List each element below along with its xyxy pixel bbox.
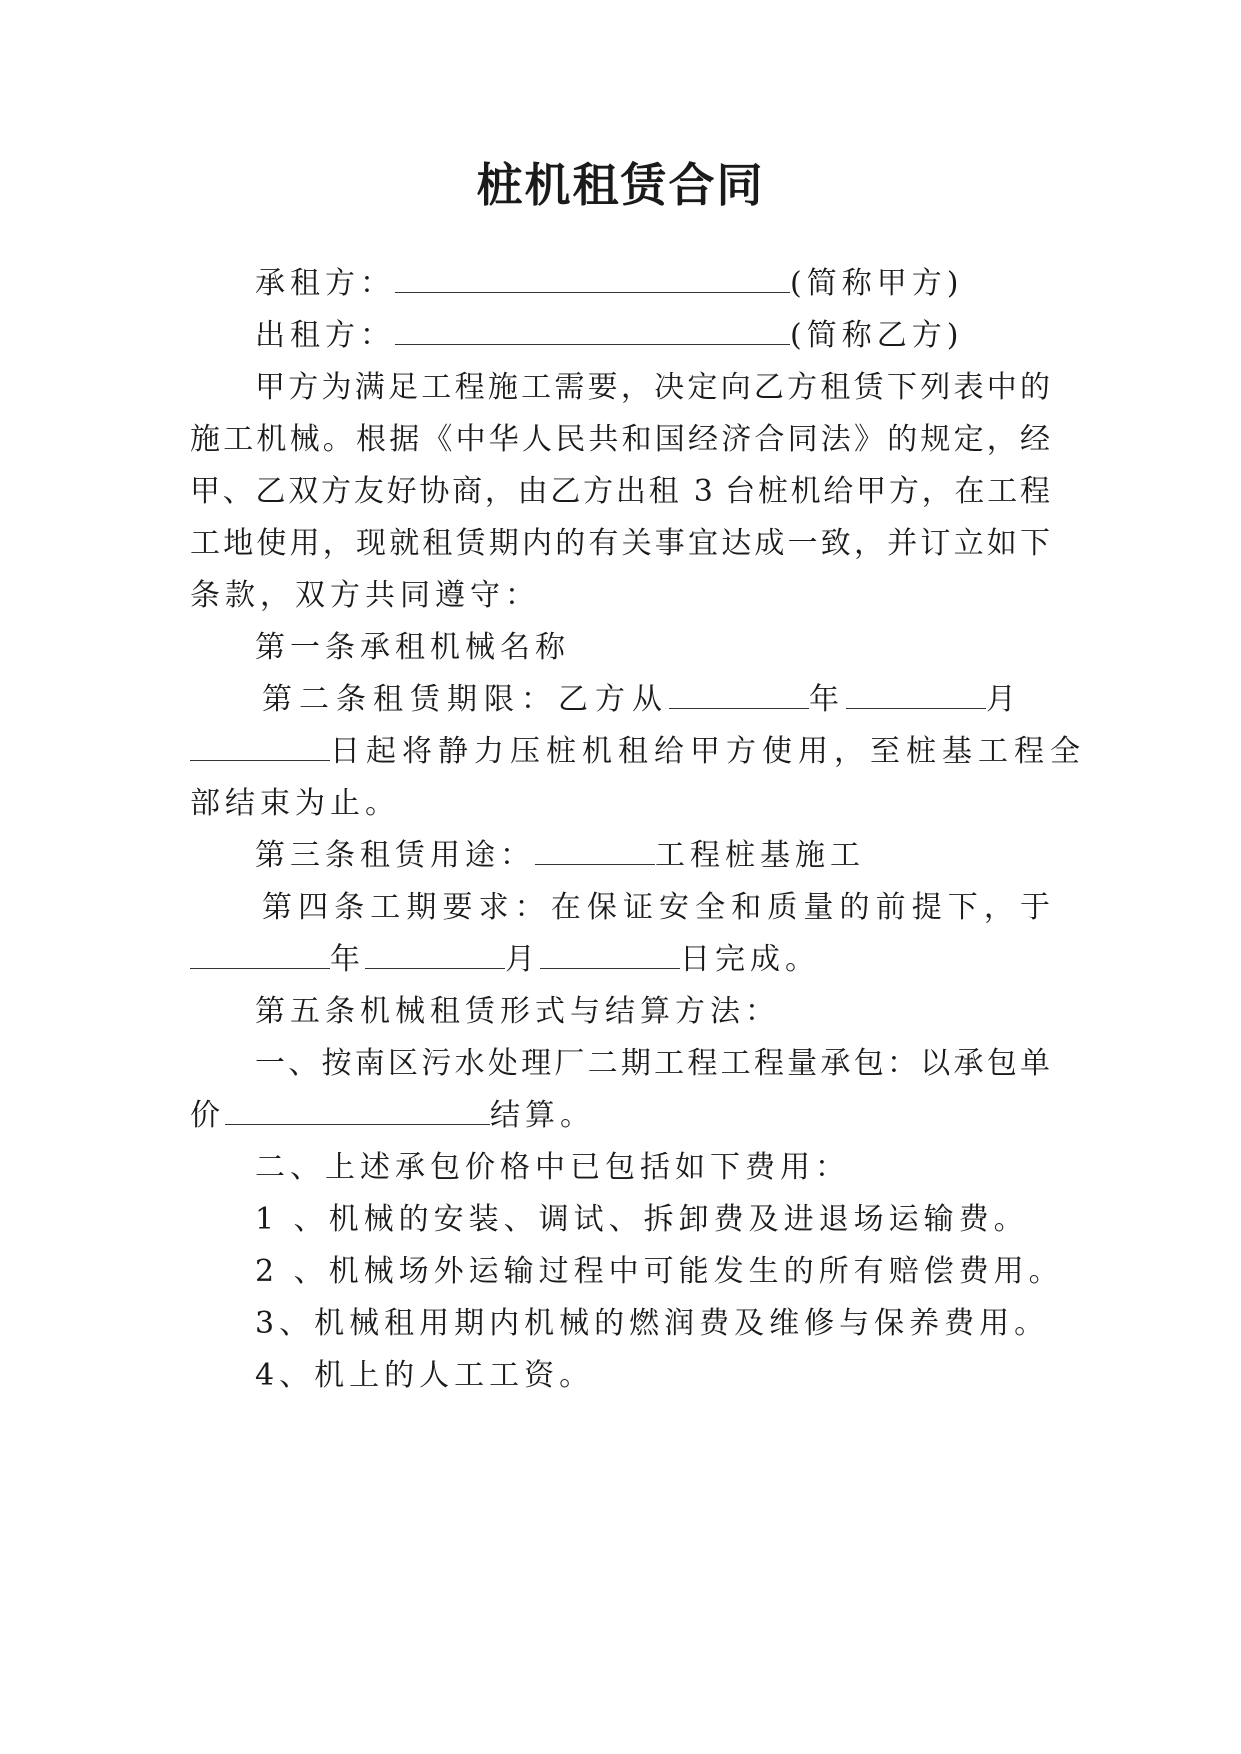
article-5: 第五条机械租赁形式与结算方法： (255, 994, 780, 1029)
lease-start-year-blank[interactable] (669, 678, 809, 709)
lessee-line (255, 262, 963, 306)
article-2-month: 月 (986, 682, 1023, 717)
article-2-line-2 (190, 730, 1086, 774)
article-4-day: 日完成。 (680, 942, 820, 977)
article-4-month: 月 (505, 942, 540, 977)
unit-price-suffix: 结算。 (490, 1098, 595, 1133)
article-2-text: 第二条租赁期限：乙方从 (262, 682, 669, 717)
article-3-text-2: 工程桩基施工 (655, 838, 865, 873)
lease-start-day-blank[interactable] (190, 730, 330, 761)
unit-price-prefix: 价 (190, 1098, 225, 1133)
article-3-text: 第三条租赁用途： (255, 838, 535, 873)
article-4-year: 年 (330, 942, 365, 977)
fee-item-1: 1 、机械的安装、调试、拆卸费及进退场运输费。 (255, 1202, 1029, 1237)
article-1: 第一条承租机械名称 (255, 630, 570, 665)
lessee-suffix: (简称甲方) (790, 266, 964, 301)
intro-line-5: 条款，双方共同遵守： (190, 578, 540, 613)
intro-line-4: 工地使用，现就租赁期内的有关事宜达成一致，并订立如下 (190, 526, 1050, 561)
lessor-line (255, 314, 963, 358)
lessee-label: 承租方： (255, 266, 395, 301)
fee-item-2: 2 、机械场外运输过程中可能发生的所有赔偿费用。 (255, 1254, 1064, 1289)
article-5-item-2: 二、上述承包价格中已包括如下费用： (255, 1150, 850, 1185)
article-2-year: 年 (809, 682, 846, 717)
purpose-blank[interactable] (535, 834, 655, 865)
fee-item-4: 4、机上的人工工资。 (255, 1358, 595, 1393)
fee-item-3: 3、机械租用期内机械的燃润费及维修与保养费用。 (255, 1306, 1050, 1341)
deadline-day-blank[interactable] (540, 938, 680, 969)
document-title: 桩机租赁合同 (476, 158, 765, 212)
deadline-month-blank[interactable] (365, 938, 505, 969)
lease-start-month-blank[interactable] (846, 678, 986, 709)
deadline-year-blank[interactable] (190, 938, 330, 969)
article-4-line-2 (190, 938, 820, 982)
article-3 (255, 834, 865, 878)
lessee-blank[interactable] (395, 262, 790, 293)
article-2-line-3: 部结束为止。 (190, 786, 400, 821)
article-2-text-2: 日起将静力压桩机租给甲方使用，至桩基工程全 (330, 734, 1086, 769)
lessor-suffix: (简称乙方) (790, 318, 964, 353)
intro-line-2: 施工机械。根据《中华人民共和国经济合同法》的规定，经 (190, 422, 1050, 457)
lessor-blank[interactable] (395, 314, 790, 345)
intro-line-3: 甲、乙双方友好协商，由乙方出租 3 台桩机给甲方，在工程 (190, 474, 1050, 509)
article-4-line-1: 第四条工期要求：在保证安全和质量的前提下，于 (262, 890, 1050, 925)
lessor-label: 出租方： (255, 318, 395, 353)
intro-line-1: 甲方为满足工程施工需要，决定向乙方租赁下列表中的 (255, 370, 1050, 405)
article-5-item-1-line-1: 一、按南区污水处理厂二期工程工程量承包：以承包单 (255, 1046, 1050, 1081)
unit-price-blank[interactable] (225, 1094, 490, 1125)
article-5-item-1-line-2 (190, 1094, 595, 1138)
article-2-line-1 (262, 678, 1023, 722)
